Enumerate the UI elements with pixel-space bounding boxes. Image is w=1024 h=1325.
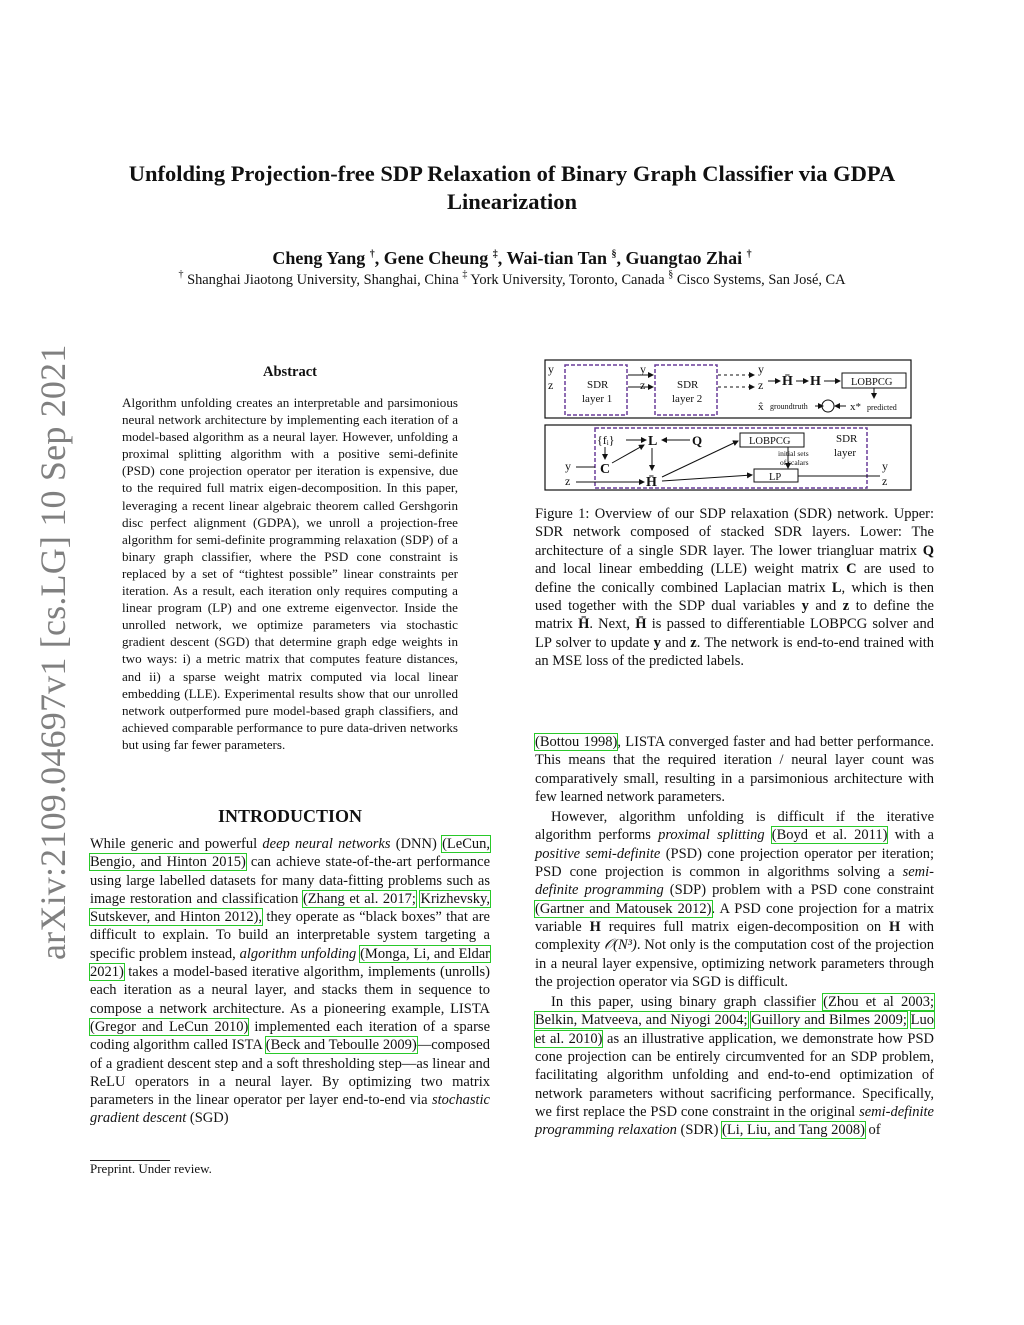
citation-link[interactable]: (Zhou et al 2003; xyxy=(823,994,934,1011)
layer-1-label: layer 1 xyxy=(582,393,613,405)
sdr-label: SDR xyxy=(677,379,699,391)
l-label: L xyxy=(648,434,658,449)
xhat-label: x̂ xyxy=(758,401,764,413)
citation-link[interactable]: (Gartner and Matousek 2012) xyxy=(535,900,712,917)
citation-link[interactable]: Belkin, Matveeva, and Niyogi 2004; xyxy=(535,1012,748,1029)
citation-link[interactable]: (Gregor and LeCun 2010) xyxy=(90,1018,249,1035)
xstar-label: x* xyxy=(850,401,861,413)
layer-label: layer xyxy=(834,447,856,459)
y-label: y xyxy=(640,362,646,376)
left-column xyxy=(90,835,490,1128)
citation-link[interactable]: (Li, Liu, and Tang 2008) xyxy=(722,1122,865,1139)
footnote: Preprint. Under review. xyxy=(90,1161,212,1176)
z-label: z xyxy=(882,474,888,488)
figure-1-caption: Figure 1: Overview of our SDP relaxation (SDR) network. Upper: SDR network composed of stacked SDR layers. Lower: The architecture of a single SDR layer. The lower triangluar matrix Q and local linear embedding (LLE) weight matrix C are used to define the conically combined Laplacian matrix L, which is then used together with the SDP dual variables y and z to define the matrix H̄. Next, H̄ is passed to differentiable LOBPCG solver and LP solver to update y and z. The network is end-to-end trained with an MSE loss of the predicted labels. xyxy=(535,506,935,670)
author-name: Gene Cheung xyxy=(383,248,489,268)
affiliation-mark: † xyxy=(178,269,184,280)
affiliation-mark: † xyxy=(369,249,375,260)
author-list: Cheng Yang †, Gene Cheung ‡, Wai-tian Tan §, Guangtao Zhai † xyxy=(272,248,752,268)
affiliation: York University, Toronto, Canada xyxy=(470,272,665,288)
initial-sets-label: initial sets xyxy=(778,449,809,458)
paragraph: However, algorithm unfolding is difficult if the iterative algorithm performs proximal splitting (Boyd et al. 2011) with a positive semi-definite (PSD) cone projection operator per iteration; PSD cone projection is common in algorithms solving a semi-definite programming (SDP) problem with a PSD cone constraint (Gartner and Matousek 2012). A PSD cone projection for a matrix variable H requires full matrix eigen-decomposition on H with complexity 𝒪(N³). Not only is the computation cost of the projection in a neural layer expensive, optimizing network parameters through the projection operator via SGD is difficult. xyxy=(535,809,935,990)
citation-link[interactable]: (LeCun, Bengio, and Hinton 2015) xyxy=(90,836,490,871)
citation-link[interactable]: (Monga, Li, and Eldar 2021) xyxy=(90,945,490,981)
h-label: H xyxy=(810,374,821,389)
citation-link[interactable]: Luo et al. 2010) xyxy=(535,1012,935,1047)
paragraph: (Bottou 1998), LISTA converged faster and had better performance. This means that the required iteration / neural layer count was comparatively small, resulting in a parsimonious architecture with few learned network parameters. xyxy=(535,734,934,805)
y-label: y xyxy=(548,362,554,376)
citation-link[interactable]: (Zhang et al. 2017; xyxy=(302,890,416,907)
layer-2-label: layer 2 xyxy=(672,393,703,405)
hbar-label: H̄ xyxy=(646,475,657,490)
groundtruth-label: groundtruth xyxy=(770,402,808,411)
affiliation-mark: ‡ xyxy=(492,249,498,260)
arxiv-id: arXiv:2109.04697v1 [cs.LG] 10 Sep 2021 xyxy=(33,344,73,960)
y-label: y xyxy=(882,459,888,473)
c-label: C xyxy=(600,462,611,477)
y-label: y xyxy=(565,459,571,473)
z-label: z xyxy=(640,378,646,392)
affiliation-mark: § xyxy=(611,249,617,260)
affiliation: Shanghai Jiaotong University, Shanghai, China xyxy=(187,272,459,288)
citation-link[interactable]: Krizhevsky, Sutskever, and Hinton 2012), xyxy=(90,890,490,926)
citation-link[interactable]: (Beck and Teboulle 2009) xyxy=(265,1037,417,1054)
q-label: Q xyxy=(692,433,703,448)
y-label: y xyxy=(758,362,764,376)
paragraph: In this paper, using binary graph classifier (Zhou et al 2003; Belkin, Matveeva, and Niyogi 2004; Guillory and Bilmes 2009; Luo et al. 2010) as an illustrative application, we demonstrate how PSD cone projection can be entirely circumvented for an SDP problem, facilitating algorithm unfolding and end-to-end optimization of network parameters without sacrificing performance. Specifically, we first replace the PSD cone constraint in the original semi-definite programming relaxation (SDR) (Li, Liu, and Tang 2008) of xyxy=(535,994,935,1139)
affiliation-mark: § xyxy=(668,269,674,280)
fi-label: {fᵢ} xyxy=(597,433,615,447)
citation-link[interactable]: (Boyd et al. 2011) xyxy=(771,827,888,844)
right-column xyxy=(535,733,934,1140)
section-heading: INTRODUCTION xyxy=(217,806,363,826)
author-name: Wai-tian Tan xyxy=(506,248,608,268)
affiliation: Cisco Systems, San José, CA xyxy=(676,272,846,288)
paper-title: Unfolding Projection-free SDP Relaxation of Binary Graph Classifier via GDPA Linearization xyxy=(128,161,896,214)
arxiv-stamp xyxy=(22,344,82,960)
sdr-label: SDR xyxy=(587,379,609,391)
author-name: Guangtao Zhai xyxy=(625,248,743,268)
lobpcg-label: LOBPCG xyxy=(749,436,791,447)
citation-link[interactable]: Guillory and Bilmes 2009; xyxy=(751,1012,907,1029)
figure-1-diagram xyxy=(540,355,920,500)
abstract-heading: Abstract xyxy=(263,364,317,380)
lp-label: LP xyxy=(769,472,782,483)
author-name: Cheng Yang xyxy=(272,248,366,268)
paragraph: While generic and powerful deep neural networks (DNN) (LeCun, Bengio, and Hinton 2015) can achieve state-of-the-art performance using large labelled datasets for many data-fitting problems such as image restoration and classification (Zhang et al. 2017; Krizhevsky, Sutskever, and Hinton 2012), they operate as “black boxes” that are difficult to explain. To build an interpretable system targeting a specific problem instead, algorithm unfolding (Monga, Li, and Eldar 2021) takes a model-based iterative algorithm, implements (unrolls) each iteration as a neural layer, and stacks them in sequence to compose a network architecture. As a pioneering example, LISTA (Gregor and LeCun 2010) implemented each iteration of a sparse coding algorithm called ISTA (Beck and Teboulle 2009)—composed of a gradient descent step and a soft thresholding step—as linear and ReLU operators in a neural layer. By optimizing two matrix parameters in the linear operator per layer end-to-end via stochastic gradient descent (SGD) xyxy=(90,836,491,1127)
z-label: z xyxy=(758,378,764,392)
sdr-layer-box xyxy=(595,428,867,488)
loss-node xyxy=(822,400,834,412)
hbar-label: H̄ xyxy=(782,374,793,389)
z-label: z xyxy=(548,378,554,392)
predicted-label: predicted xyxy=(867,403,897,412)
affiliations xyxy=(90,269,934,289)
of-scalars-label: of scalars xyxy=(780,458,809,467)
citation-link[interactable]: (Bottou 1998) xyxy=(535,734,618,750)
lobpcg-label: LOBPCG xyxy=(851,377,893,388)
abstract-body: Algorithm unfolding creates an interpretable and parsimonious neural network architecture by implementing each iteration of a model-based algorithm as a neural layer. However, unfolding a proximal splitting algorithm with a positive semi-definite (PSD) cone projection operator per iteration is expensive, due to the required full matrix eigen-decomposition. In this paper, leveraging a recent linear algebraic theorem called Gershgorin disc perfect alignment (GDPA), we unroll a projection-free algorithm for semi-definite programming relaxation (SDP) of a binary graph classifier, where the PSD cone constraint is replaced by a set of “tightest possible” linear constraints per iteration. As a result, each iteration only requires computing a linear program (LP) and one extreme eigenvector. Inside the unrolled network, we optimize parameters via stochastic gradient descent (SGD) that determine graph edge weights in two ways: i) a metric matrix that computes feature distances, and ii) a sparse weight matrix computed via local linear embedding (LLE). Experimental results show that our unrolled network outperformed pure model-based graph classifiers, and achieved comparable performance to pure data-driven networks but using far fewer parameters. xyxy=(122,395,458,752)
affiliation-mark: † xyxy=(746,249,752,260)
z-label: z xyxy=(565,474,571,488)
sdr-label: SDR xyxy=(836,433,858,445)
affiliation-mark: ‡ xyxy=(462,269,468,280)
